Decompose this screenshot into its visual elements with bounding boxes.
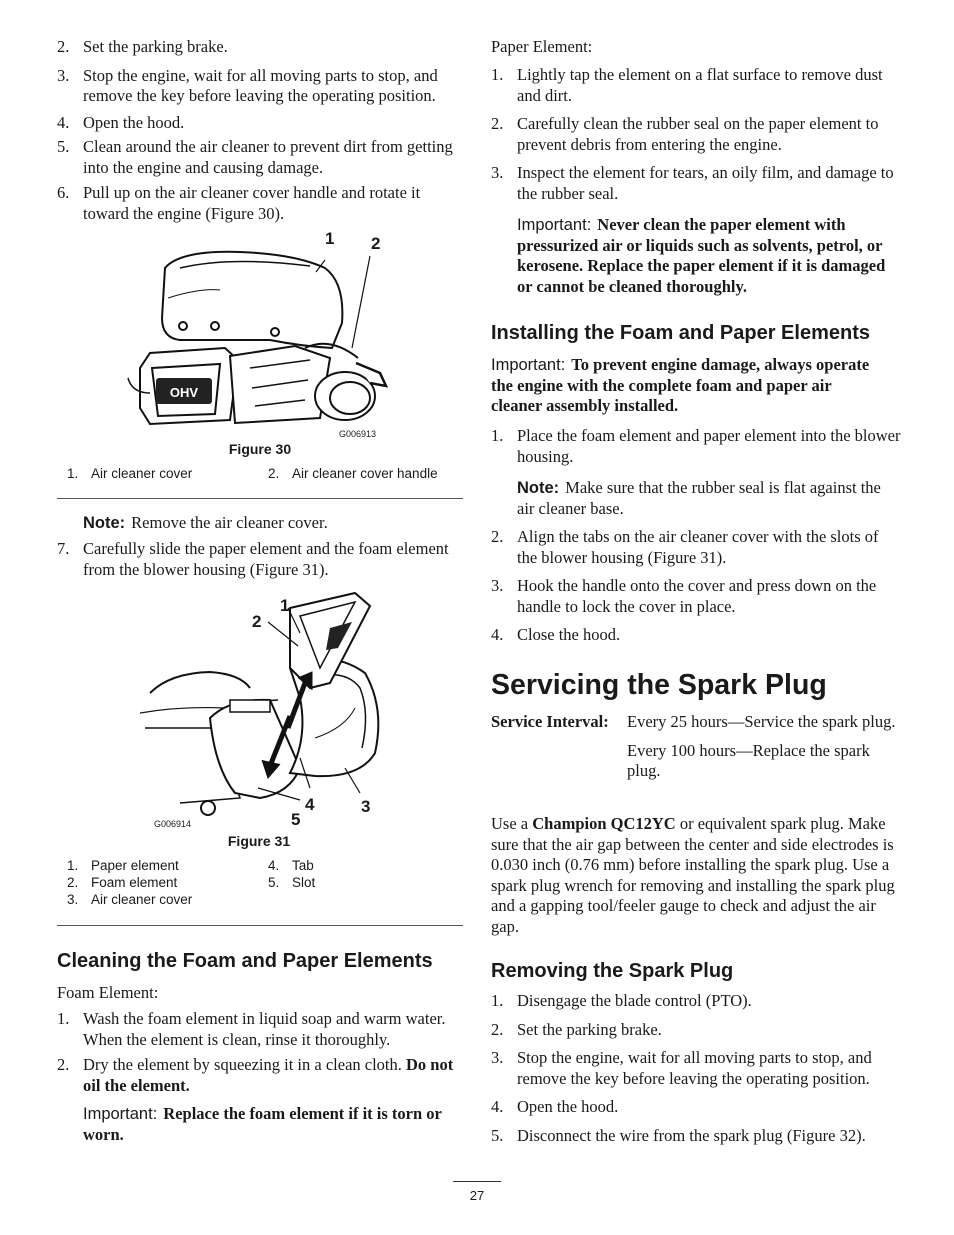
install-steps-b — [491, 527, 901, 654]
paper-element-label: Paper Element: — [491, 37, 593, 56]
legend-item: 2. Foam element — [67, 875, 178, 890]
figure31-callout-5: 5 — [291, 810, 301, 829]
figure30-caption: Figure 30 — [228, 441, 292, 457]
list-item: 2. Carefully clean the rubber seal on the paper element to prevent debris from entering the engine. — [491, 114, 879, 154]
figure31-callout-2: 2 — [252, 612, 262, 631]
important-install: Important: To prevent engine damage, always operate the engine with the complete foam and paper air cleaner assembly installed. — [491, 355, 870, 415]
list-item: 5. Disconnect the wire from the spark plug (Figure 32). — [491, 1125, 866, 1145]
figure30-callout-2: 2 — [371, 234, 381, 253]
foam-steps — [57, 1009, 464, 1104]
important-foam: Important: Replace the foam element if it is torn or worn. — [83, 1104, 442, 1144]
figure31-id: G006914 — [154, 819, 192, 829]
list-item: 4. Open the hood. — [57, 112, 185, 132]
figure-30-illustration — [120, 228, 400, 438]
legend-item: 2. Air cleaner cover handle — [268, 466, 438, 481]
list-item: 3. Inspect the element for tears, an oily film, and damage to the rubber seal. — [491, 163, 894, 203]
list-item: 1. Place the foam element and paper element into the blower housing. — [491, 426, 901, 466]
list-item: 2. Align the tabs on the air cleaner cover with the slots of the blower housing (Figure 31). — [491, 527, 879, 567]
legend-item: 5. Slot — [268, 875, 316, 890]
legend-item: 1. Air cleaner cover — [67, 466, 193, 481]
list-item: 1. Disengage the blade control (PTO). — [491, 991, 752, 1010]
divider — [57, 925, 463, 926]
air-cleaner-assembly-illustration — [140, 588, 390, 823]
heading-cleaning-elements: Cleaning the Foam and Paper Elements — [57, 950, 433, 972]
list-item: 3. Stop the engine, wait for all moving parts to stop, and remove the key before leaving the operating position. — [57, 65, 438, 105]
ohv-badge-text: OHV — [169, 385, 199, 400]
foam-element-label: Foam Element: — [57, 983, 159, 1002]
figure30-id: G006913 — [339, 429, 377, 439]
paper-steps — [491, 65, 901, 212]
list-item: 2. Set the parking brake. — [491, 1019, 662, 1039]
figure31-callout-1: 1 — [280, 596, 290, 615]
list-item: 1. Lightly tap the element on a flat surface to remove dust and dirt. — [491, 65, 883, 105]
note-remove-cover: Note: Remove the air cleaner cover. — [83, 513, 328, 532]
list-item: 4. Close the hood. — [491, 625, 621, 644]
list-item: 4. Open the hood. — [491, 1097, 619, 1116]
service-interval-label: Service Interval: — [491, 712, 609, 731]
important-paper: Important: Never clean the paper element with pressurized air or liquids such as solvents, petrol, or kerosene. Replace the paper element if it is damaged or cannot be cleaned thoroughly. — [517, 215, 886, 296]
list-item: 3. Hook the handle onto the cover and press down on the handle to lock the cover in place. — [491, 576, 877, 616]
figure31-callout-3: 3 — [361, 797, 371, 816]
figure30-legend — [67, 465, 462, 483]
heading-servicing-spark-plug: Servicing the Spark Plug — [491, 669, 827, 701]
list-item: 1. Wash the foam element in liquid soap and warm water. When the element is clean, rinse it thoroughly. — [57, 1009, 446, 1049]
figure-31-illustration — [140, 588, 390, 823]
service-interval — [491, 712, 901, 782]
page-number: 27 — [453, 1181, 501, 1207]
engine-illustration — [120, 228, 400, 438]
service-interval-value: Every 100 hours—Replace the spark plug. — [627, 740, 870, 780]
legend-item: 3. Air cleaner cover — [67, 892, 193, 907]
divider — [57, 498, 463, 499]
legend-item: 4. Tab — [268, 858, 314, 873]
steps-list-a — [57, 37, 464, 232]
install-step-1 — [491, 426, 901, 475]
legend-item: 1. Paper element — [67, 858, 179, 873]
figure30-callout-1: 1 — [325, 229, 335, 248]
spark-plug-paragraph: Use a Champion QC12YC or equivalent spark plug. Make sure that the air gap between the center and side electrodes is 0.030 inch (0.76 mm) before installing the spark plug. Use a spark plug wrench for removing and installing the spark plug and a gapping tool/feeler gauge to check and adjust the air gap. — [491, 814, 895, 936]
figure31-callout-4: 4 — [305, 795, 315, 814]
figure31-legend — [67, 857, 462, 909]
service-interval-value: Every 25 hours—Service the spark plug. — [627, 712, 896, 731]
heading-removing-spark-plug: Removing the Spark Plug — [491, 960, 734, 982]
list-item: 3. Stop the engine, wait for all moving parts to stop, and remove the key before leaving the operating position. — [491, 1048, 872, 1088]
list-item: 2. Set the parking brake. — [57, 37, 228, 56]
list-item: 5. Clean around the air cleaner to prevent dirt from getting into the engine and causing damage. — [57, 137, 453, 177]
list-item: 7. Carefully slide the paper element and the foam element from the blower housing (Figure 31). — [57, 539, 449, 579]
heading-installing-elements: Installing the Foam and Paper Elements — [491, 322, 870, 344]
remove-steps — [491, 991, 901, 1154]
step-7 — [57, 539, 464, 588]
note-rubber-seal: Note: Make sure that the rubber seal is flat against the air cleaner base. — [517, 478, 881, 518]
list-item: 6. Pull up on the air cleaner cover handle and rotate it toward the engine (Figure 30). — [57, 183, 421, 223]
figure31-caption: Figure 31 — [227, 833, 291, 849]
list-item: 2. Dry the element by squeezing it in a clean cloth. Do not oil the element. — [57, 1055, 454, 1095]
